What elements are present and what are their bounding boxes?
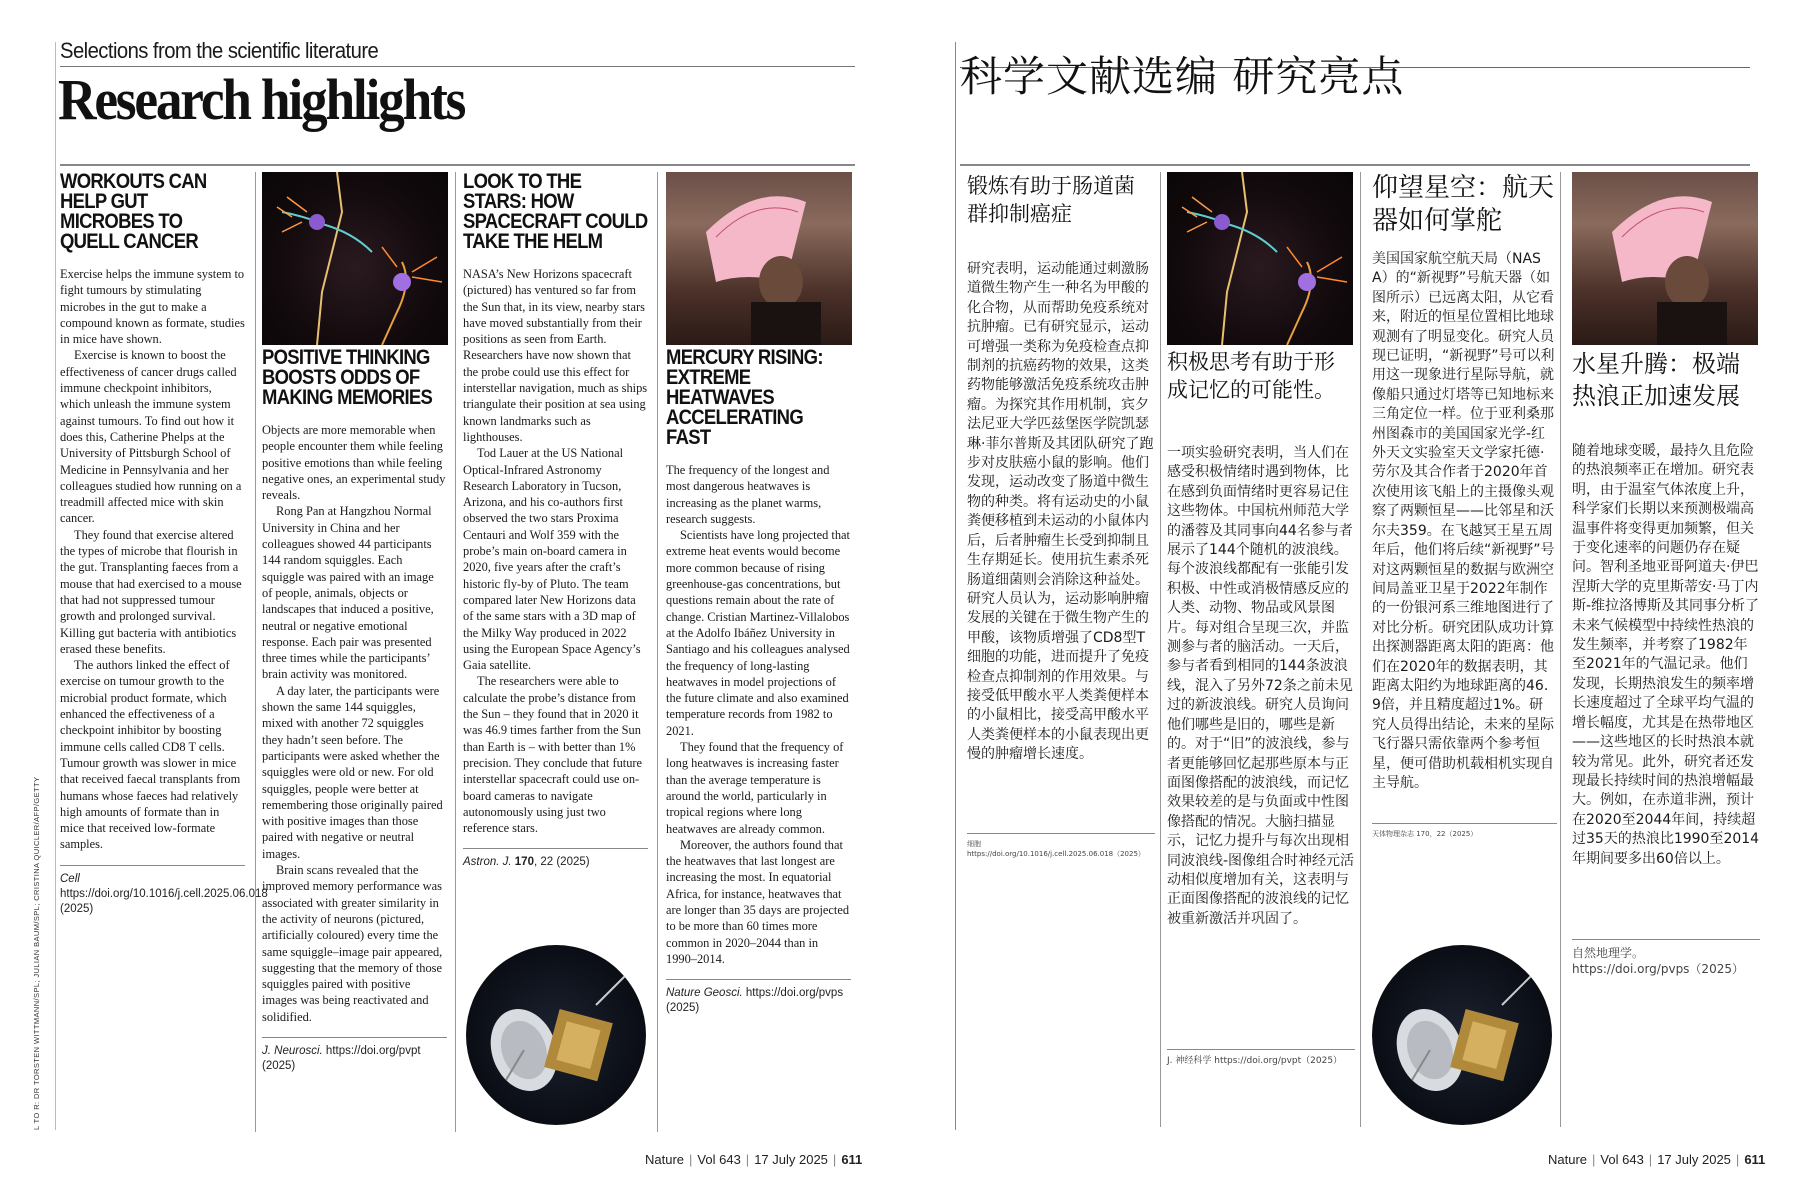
paragraph: Rong Pan at Hangzhou Normal University in China and her colleagues showed 44 participants 144 random squiggles. Each squiggle was paired with an image of people, animals, objects or landscapes that induced a positive, neutral or negative emotional response. Each pair was presented three times while the participants’ brain activity was monitored. <box>262 504 434 682</box>
citation-rule <box>1572 939 1760 940</box>
fan-photo-icon <box>666 172 852 345</box>
paragraph: NASA’s New Horizons spacecraft (pictured) has ventured so far from the Sun that, in its view, nearby stars have moved substantially from their positions as seen from Earth. Researchers have now shown that the probe could use this effect for interstellar navigation, much as ships triangulate their position at sea using known landmarks such as lighthouses. <box>463 267 648 444</box>
article-positive-thinking <box>262 348 447 1074</box>
article-mercury-rising-zh <box>1572 348 1760 977</box>
citation <box>666 986 851 1016</box>
citation <box>463 855 648 870</box>
neuron-icon <box>1167 172 1353 345</box>
article-look-to-the-stars <box>463 172 648 870</box>
footer-volume: Vol 643 <box>1600 1152 1644 1167</box>
paragraph: They found that exercise altered the types of microbe that flourish in the gut. Transplanting faeces from a mouse that had exercised to a mouse that had not suppressed tumour growth and prolonged survival. Killing gut bacteria with antibiotics erased these benefits. <box>60 527 242 656</box>
page-title: Research highlights <box>58 67 465 132</box>
article-headline: 仰望星空：航天器如何掌舵 <box>1372 173 1555 236</box>
page-title-zh: 科学文献选编 研究亮点 <box>960 52 1405 101</box>
page-margin-rule <box>55 42 56 1130</box>
footer-journal: Nature <box>1548 1152 1588 1167</box>
paragraph: Moreover, the authors found that the heatwaves that last longest are increasing the most. In equatorial Africa, for instance, heatwaves that are longer than 35 days are projected to be more than 60 times more common in 2020–2044 than in 1990–2014. <box>666 837 850 966</box>
section-kicker: Selections from the scientific literature <box>60 38 379 63</box>
citation-rule <box>1167 1049 1355 1050</box>
column-divider <box>255 172 256 1132</box>
journal-name: Nature Geosci. <box>666 987 743 1000</box>
neuron-image <box>1167 172 1353 345</box>
citation-link[interactable]: https://doi.org/10.1016/j.cell.2025.06.018 (2025) <box>60 887 268 915</box>
column-divider <box>1560 172 1561 1127</box>
paragraph: Brain scans revealed that the improved memory performance was associated with greater similarity in the activity of neurons (pictured, artificially coloured) every time the same squiggle–image pair appeared, suggesting that the memory of those squiggles paired with positive images was being reactivated and solidified. <box>262 863 443 1024</box>
page-spine-divider <box>955 42 956 1130</box>
article-body: 美国国家航空航天局（NASA）的“新视野”号航天器（如图所示）已远离太阳，从它看来，附近的恒星位置相比地球观测有了明显变化。研究人员现已证明，“新视野”号可以利用这一现象进行星际导航，就像船只通过灯塔等已知地标来三角定位一样。位于亚利桑那州图森市的美国国家光学-红外天文实验室天文学家托德·劳尔及其合作者于2020年首次使用该飞船上的主摄像头观察了两颗恒星——比邻星和沃尔夫359。在飞越冥王星五周年后，他们将后续“新视野”号对这两颗恒星的数据与欧洲空间局盖亚卫星于2022年制作的一份银河系三维地图进行了对比分析。研究团队成功计算出探测器距离太阳的距离：他们在2020年的数据表明，其距离太阳约为地球距离的46.9倍，并且精度超过1%。研究人员得出结论，未来的星际飞行器只需依靠两个参考恒星，便可借助机载相机实现自主导航。 <box>1372 251 1555 791</box>
citation-link[interactable]: https://doi.org/pvpt (2025) <box>262 1044 421 1072</box>
citation[interactable]: 自然地理学。https://doi.org/pvps（2025） <box>1572 945 1744 976</box>
footer-journal: Nature <box>645 1152 685 1167</box>
journal-name: 细胞 <box>967 839 981 848</box>
article-body <box>60 266 245 853</box>
heatwave-image <box>1572 172 1758 345</box>
paragraph: Objects are more memorable when people encounter them while feeling positive emotions than while feeling negative ones, an experimental study reveals. <box>262 423 446 503</box>
paragraph: Scientists have long projected that extreme heat events would become more common because of rising greenhouse-gas concentrations, but questions remain about the rate of change. Cristian Martinez-Villalobos at the Adolfo Ibáñez University in Santiago and his colleagues analysed the frequency of long-lasting heatwaves in model projections of the future climate and also examined temperature records from 1982 to 2021. <box>666 528 850 738</box>
paragraph: The researchers were able to calculate the probe’s distance from the Sun – they found that in 2020 it was 46.9 times farther from the Sun than Earth is – with better than 1% precision. They conclude that future interstellar spacecraft could use on-board cameras to navigate autonomously using just two reference stars. <box>463 674 643 836</box>
spacecraft-icon <box>1372 945 1552 1125</box>
page-footer-zh: Nature | Vol 643 | 17 July 2025 | 611 <box>1548 1152 1766 1167</box>
article-body <box>666 462 851 967</box>
article-body <box>463 266 648 836</box>
article-positive-thinking-zh <box>1167 348 1355 1067</box>
citation-link[interactable]: https://doi.org/pvps (2025) <box>666 987 844 1015</box>
section-rule <box>960 164 1750 166</box>
article-headline: WORKOUTS CAN HELP GUT MICROBES TO QUELL CANCER <box>60 170 207 253</box>
citation-rule <box>967 833 1155 834</box>
fan-photo-icon <box>1572 172 1758 345</box>
article-headline: 水星升腾：极端热浪正加速发展 <box>1572 350 1740 410</box>
journal-name: J. Neurosci. <box>262 1044 323 1057</box>
column-divider <box>1160 172 1161 1127</box>
column-divider <box>1360 172 1361 1127</box>
journal-name: Astron. J. <box>463 856 512 869</box>
paragraph: They found that the frequency of long heatwaves is increasing faster than the average temperature is around the world, particularly in tropical regions where long heatwaves are already common. <box>666 740 844 836</box>
heatwave-image <box>666 172 852 345</box>
citation-rule <box>60 865 245 866</box>
spacecraft-icon <box>466 945 646 1125</box>
citation-rule <box>666 979 851 980</box>
citation-pages: , 22 (2025) <box>533 856 590 869</box>
column-divider <box>455 172 456 1132</box>
article-body: 随着地球变暖，最持久且危险的热浪频率正在增加。研究表明，由于温室气体浓度上升，科学家们长期以来预测极端高温事件将变得更加频繁，但关于变化速率的问题仍存在疑问。智利圣地亚哥阿道夫·伊巴涅斯大学的克里斯蒂安·马丁内斯-维拉洛博斯及其同事分析了未来气候模型中持续性热浪的发生频率，并考察了1982年至2021年的气温记录。他们发现，长期热浪发生的频率增长速度超过了全球平均气温的增长幅度，尤其是在热带地区——这些地区的长时热浪本就较为常见。此外，研究者还发现最长持续时间的热浪增幅最大。例如，在赤道非洲，预计在2020至2044年间，持续超过35天的热浪比1990至2014年期间要多出60倍以上。 <box>1572 443 1760 867</box>
paragraph: Tod Lauer at the US National Optical-Infrared Astronomy Research Laboratory in Tucson, Arizona, and his co-authors first observed the two stars Proxima Centauri and Wolf 359 with the probe’s main on-board camera in 2020, five years after the craft’s historic fly-by of Pluto. The team compared later New Horizons data of the same stars with a 3D map of the Milky Way produced in 2022 using the European Space Agency’s Gaia satellite. <box>463 446 641 673</box>
citation-rule <box>463 848 648 849</box>
citation <box>967 839 1155 859</box>
citation-rule <box>1372 823 1557 824</box>
paragraph: A day later, the participants were shown the same 144 squiggles, mixed with another 72 squiggles they hadn’t seen before. The participants were asked whether the squiggles were old or new. For old squiggles, people were better at remembering those originally paired with positive images than those paired with negative or neutral images. <box>262 683 443 861</box>
citation-rule <box>262 1037 447 1038</box>
article-headline: MERCURY RISING: EXTREME HEATWAVES ACCELERATING FAST <box>666 346 823 449</box>
neuron-icon <box>262 172 448 345</box>
paragraph: The frequency of the longest and most dangerous heatwaves is increasing as the planet warms, research suggests. <box>666 463 830 526</box>
article-look-to-the-stars-zh <box>1372 172 1557 839</box>
article-headline: POSITIVE THINKING BOOSTS ODDS OF MAKING MEMORIES <box>262 346 433 409</box>
spacecraft-image <box>1372 945 1552 1125</box>
neuron-image <box>262 172 448 345</box>
citation-link[interactable]: https://doi.org/10.1016/j.cell.2025.06.018（2025） <box>967 849 1145 858</box>
paragraph: Exercise helps the immune system to fight tumours by stimulating microbes in the gut to make a compound known as formate, studies in mice have shown. <box>60 267 245 347</box>
column-divider <box>657 172 658 1132</box>
paragraph: The authors linked the effect of exercise on tumour growth to the microbial product formate, which enhanced the effectiveness of a checkpoint inhibitor by boosting immune cells called CD8 T cells. Tumour growth was slower in mice that received faecal transplants from humans whose faeces had relatively high amounts of formate than in mice that received low-formate samples. <box>60 658 241 852</box>
citation <box>262 1044 447 1074</box>
volume-number: 170 <box>514 856 534 869</box>
footer-page-number: 611 <box>1744 1152 1766 1167</box>
section-rule <box>60 164 855 166</box>
article-body: 研究表明，运动能通过刺激肠道微生物产生一种名为甲酸的化合物，从而帮助免疫系统对抗肿瘤。已有研究显示，运动可增强一类称为免疫检查点抑制剂的抗癌药物的效果，这类药物能够激活免疫系统攻击肿瘤。为探究其作用机制，宾夕法尼亚大学匹兹堡医学院凯瑟琳·菲尔普斯及其团队研究了跑步对皮肤癌小鼠的影响。他们发现，运动改变了肠道中微生物的种类。将有运动史的小鼠粪便移植到未运动的小鼠体内后，后者肿瘤生长受到抑制且生存期延长。使用抗生素杀死肠道细菌则会消除这种益处。研究人员认为，运动影响肿瘤发展的关键在于微生物产生的甲酸，该物质增强了CD8型T细胞的功能，进而提升了免疫检查点抑制剂的作用效果。与接受低甲酸水平人类粪便样本的小鼠相比，接受高甲酸水平人类粪便样本的小鼠表现出更慢的肿瘤增长速度。 <box>967 261 1154 763</box>
article-headline: LOOK TO THE STARS: HOW SPACECRAFT COULD TAKE THE HELM <box>463 170 648 253</box>
citation[interactable]: J. 神经科学 https://doi.org/pvpt（2025） <box>1167 1056 1343 1067</box>
footer-date: 17 July 2025 <box>1657 1152 1731 1167</box>
article-headline: 锻炼有助于肠道菌群抑制癌症 <box>967 174 1135 226</box>
citation: 天体物理杂志 170，22（2025） <box>1372 830 1478 839</box>
photo-credit: L TO R: DR TORSTEN WITTMANN/SPL; JULIAN BAUM/SPL; CRISTINA QUICLER/AFP/GETTY <box>32 776 41 1130</box>
article-body: 一项实验研究表明，当人们在感受积极情绪时遇到物体，比在感到负面情绪时更容易记住这些物体。中国杭州师范大学的潘蓉及其同事向44名参与者展示了144个随机的波浪线。每个波浪线都配有一张能引发积极、中性或消极情感反应的人类、动物、物品或风景图片。每对组合呈现三次，并监测参与者的脑活动。一天后，参与者看到相同的144条波浪线，混入了另外72条之前未见过的新波浪线。研究人员询问他们哪些是旧的，哪些是新的。对于“旧”的波浪线，参与者更能够回忆起那些原本与正面图像搭配的波浪线，而记忆效果较差的是与负面或中性图像搭配的情况。大脑扫描显示，记忆力提升与每次出现相同波浪线-图像组合时神经元活动相似度增加有关，这表明与正面图像搭配的波浪线的记忆被重新激活并巩固了。 <box>1167 445 1355 927</box>
article-mercury-rising <box>666 348 851 1016</box>
article-workouts-zh <box>967 172 1155 859</box>
article-body <box>262 422 447 1025</box>
footer-volume: Vol 643 <box>697 1152 741 1167</box>
page-footer: Nature | Vol 643 | 17 July 2025 | 611 <box>645 1152 863 1167</box>
paragraph: Exercise is known to boost the effectiveness of cancer drugs called immune checkpoint inhibitors, which unleash the immune system against tumours. To find out how it does this, Catherine Phelps at the University of Pittsburgh School of Medicine in Pennsylvania and her colleagues studied how running on a treadmill affected mice with skin cancer. <box>60 348 242 526</box>
article-headline: 积极思考有助于形成记忆的可能性。 <box>1167 350 1335 402</box>
journal-name: Cell <box>60 872 80 885</box>
footer-date: 17 July 2025 <box>754 1152 828 1167</box>
spacecraft-image <box>466 945 646 1125</box>
citation <box>60 872 268 917</box>
article-workouts <box>60 170 268 917</box>
footer-page-number: 611 <box>841 1152 863 1167</box>
